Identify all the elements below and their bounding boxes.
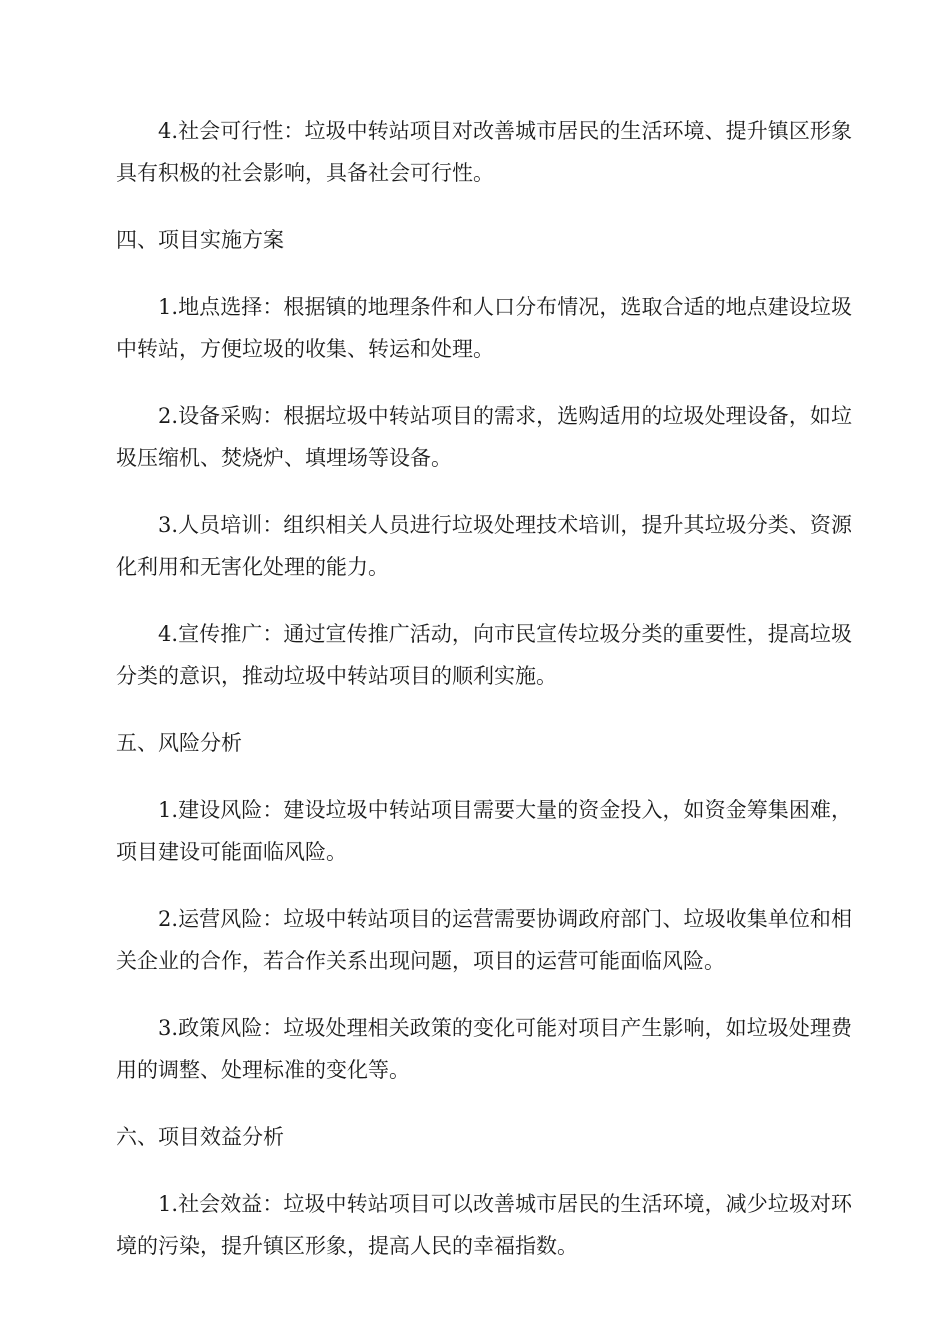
paragraph-construction-risk: 1.建设风险：建设垃圾中转站项目需要大量的资金投入，如资金筹集困难，项目建设可能面临风险。 — [116, 798, 852, 864]
section-heading-risk-analysis: 五、风险分析 — [116, 731, 242, 755]
paragraph-social-benefit: 1.社会效益：垃圾中转站项目可以改善城市居民的生活环境，减少垃圾对环境的污染，提升镇区形象，提高人民的幸福指数。 — [116, 1192, 852, 1258]
paragraph-policy-risk: 3.政策风险：垃圾处理相关政策的变化可能对项目产生影响，如垃圾处理费用的调整、处理标准的变化等。 — [116, 1016, 852, 1082]
document-body — [116, 110, 852, 1292]
paragraph-social-feasibility: 4.社会可行性：垃圾中转站项目对改善城市居民的生活环境、提升镇区形象具有积极的社会影响，具备社会可行性。 — [116, 119, 852, 185]
section-heading-benefit-analysis: 六、项目效益分析 — [116, 1125, 284, 1149]
paragraph-equipment-procurement: 2.设备采购：根据垃圾中转站项目的需求，选购适用的垃圾处理设备，如垃圾压缩机、焚烧炉、填埋场等设备。 — [116, 404, 852, 470]
paragraph-site-selection: 1.地点选择：根据镇的地理条件和人口分布情况，选取合适的地点建设垃圾中转站，方便垃圾的收集、转运和处理。 — [116, 295, 852, 361]
paragraph-operation-risk: 2.运营风险：垃圾中转站项目的运营需要协调政府部门、垃圾收集单位和相关企业的合作，若合作关系出现问题，项目的运营可能面临风险。 — [116, 907, 852, 973]
section-heading-implementation-plan: 四、项目实施方案 — [116, 228, 284, 252]
paragraph-staff-training: 3.人员培训：组织相关人员进行垃圾处理技术培训，提升其垃圾分类、资源化利用和无害化处理的能力。 — [116, 513, 852, 579]
paragraph-publicity: 4.宣传推广：通过宣传推广活动，向市民宣传垃圾分类的重要性，提高垃圾分类的意识，推动垃圾中转站项目的顺利实施。 — [116, 622, 852, 688]
